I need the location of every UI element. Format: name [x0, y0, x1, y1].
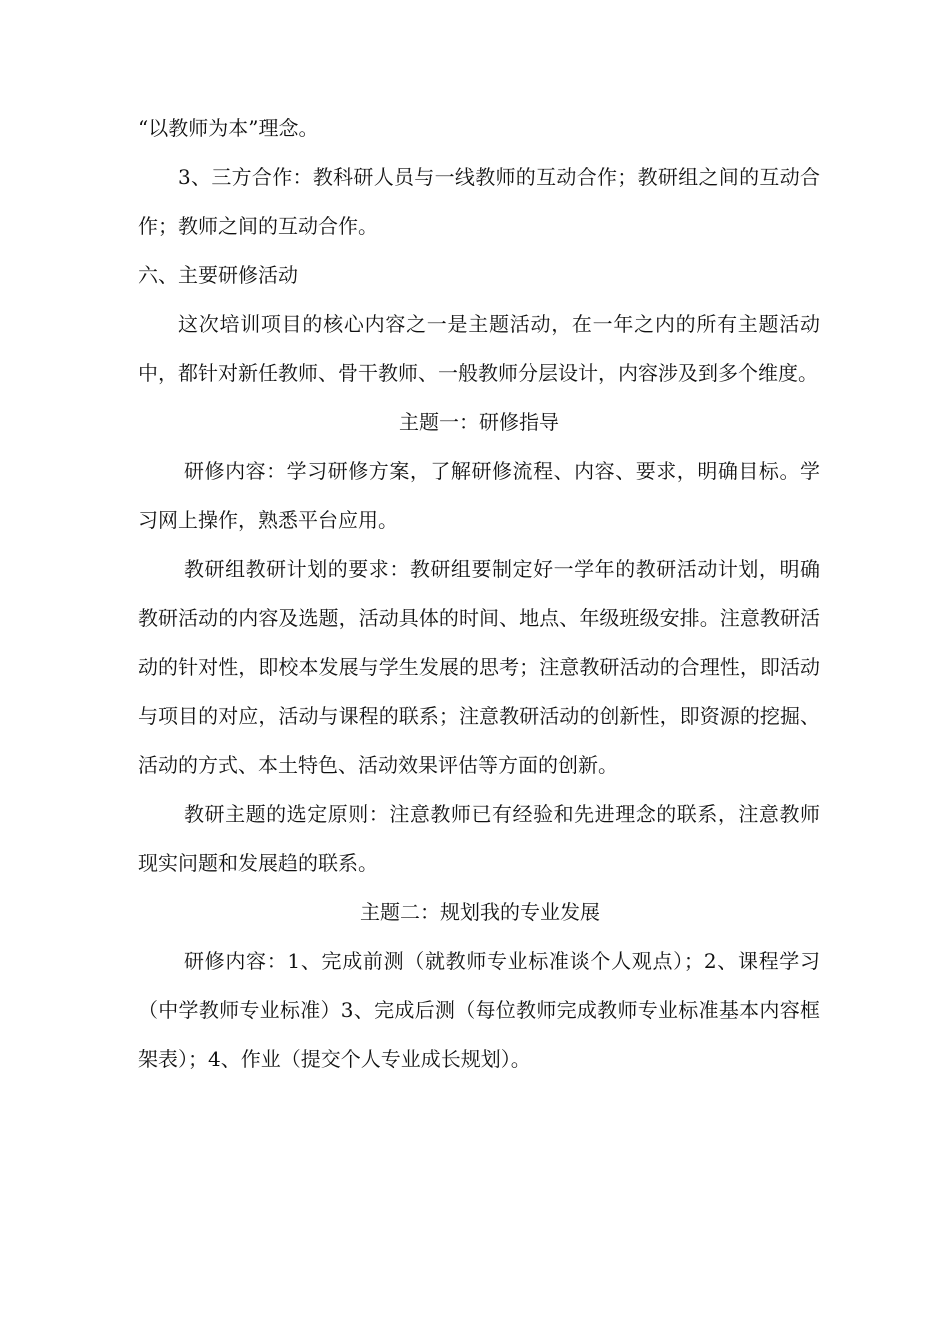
paragraph-teaching-plan-requirements: 教研组教研计划的要求：教研组要制定好一学年的教研活动计划，明确教研活动的内容及选题，活动具体的时间、地点、年级班级安排。注意教研活动的针对性，即校本发展与学生发展的思考；注意教研活动的合理性，即活动与项目的对应，活动与课程的联系；注意教研活动的创新性，即资源的挖掘、活动的方式、本土特色、活动效果评估等方面的创新。	[138, 557, 820, 777]
section-heading-main-activities: 六、主要研修活动	[138, 263, 298, 287]
paragraph-topic-selection-principles: 教研主题的选定原则：注意教师已有经验和先进理念的联系，注意教师现实问题和发展趋的联系。	[138, 802, 820, 875]
paragraph-theme-one-content: 研修内容：学习研修方案，了解研修流程、内容、要求，明确目标。学习网上操作，熟悉平台应用。	[138, 459, 820, 532]
paragraph-theme-two-content: 研修内容：1、完成前测（就教师专业标准谈个人观点）；2、课程学习（中学教师专业标准）3、完成后测（每位教师完成教师专业标准基本内容框架表）；4、作业（提交个人专业成长规划）。	[138, 949, 820, 1071]
theme-one-title: 主题一：研修指导	[399, 410, 559, 434]
theme-two-title: 主题二：规划我的专业发展	[360, 900, 600, 924]
paragraph-three-party-cooperation: 3、三方合作：教科研人员与一线教师的互动合作；教研组之间的互动合作；教师之间的互动合作。	[138, 165, 820, 238]
document-body	[138, 104, 820, 1084]
paragraph-continuation: “以教师为本”理念。	[138, 116, 319, 140]
paragraph-project-core: 这次培训项目的核心内容之一是主题活动，在一年之内的所有主题活动中，都针对新任教师、骨干教师、一般教师分层设计，内容涉及到多个维度。	[138, 312, 820, 385]
